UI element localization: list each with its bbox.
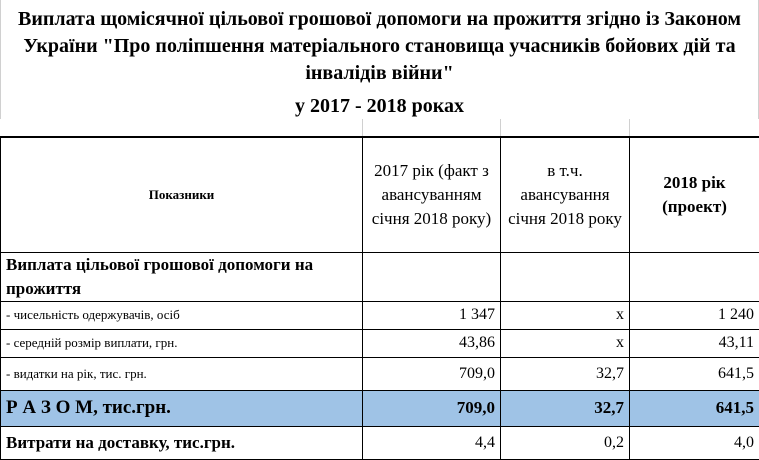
total-row: [1, 390, 759, 426]
row-label: - чисельність одержувачів, осіб: [1, 301, 363, 329]
header-including-advance: в т.ч. авансування січня 2018 року: [501, 137, 630, 252]
row-label: - середній розмір виплати, грн.: [1, 329, 363, 357]
delivery-2018: 4,0: [630, 426, 759, 459]
table-row: [1, 357, 759, 390]
value-including-advance: 32,7: [501, 357, 630, 390]
spacer-row: [0, 119, 759, 136]
delivery-label: Витрати на доставку, тис.грн.: [1, 426, 363, 459]
empty-cell: [363, 252, 501, 301]
header-2018: 2018 рік (проект): [630, 137, 759, 252]
header-indicators: Показники: [1, 137, 363, 252]
header-2017: 2017 рік (факт з авансуванням січня 2018 року): [363, 137, 501, 252]
empty-cell: [501, 252, 630, 301]
total-label: Р А З О М, тис.грн.: [1, 390, 363, 426]
document-subtitle: у 2017 - 2018 роках: [0, 93, 759, 119]
section-label: Виплата цільової грошової допомоги на прожиття: [1, 252, 363, 301]
value-2017: 43,86: [363, 329, 501, 357]
value-2018: 1 240: [630, 301, 759, 329]
header-row: [1, 137, 759, 252]
delivery-row: [1, 426, 759, 459]
value-including-advance: х: [501, 301, 630, 329]
value-including-advance: х: [501, 329, 630, 357]
value-2017: 1 347: [363, 301, 501, 329]
table-row: [1, 301, 759, 329]
delivery-2017: 4,4: [363, 426, 501, 459]
table-row: [1, 329, 759, 357]
total-2018: 641,5: [630, 390, 759, 426]
total-including-advance: 32,7: [501, 390, 630, 426]
spacer-cell: [629, 119, 759, 136]
spacer-cell: [0, 119, 363, 136]
value-2018: 641,5: [630, 357, 759, 390]
spacer-cell: [362, 119, 501, 136]
value-2018: 43,11: [630, 329, 759, 357]
empty-cell: [630, 252, 759, 301]
row-label: - видатки на рік, тис. грн.: [1, 357, 363, 390]
delivery-including-advance: 0,2: [501, 426, 630, 459]
document-title: Виплата щомісячної цільової грошової допомоги на прожиття згідно із Законом України "Про поліпшення матеріального становища учасників бойових дій та інвалідів війни": [0, 0, 759, 93]
data-table: [0, 136, 759, 460]
section-row: [1, 252, 759, 301]
value-2017: 709,0: [363, 357, 501, 390]
spacer-cell: [500, 119, 630, 136]
total-2017: 709,0: [363, 390, 501, 426]
